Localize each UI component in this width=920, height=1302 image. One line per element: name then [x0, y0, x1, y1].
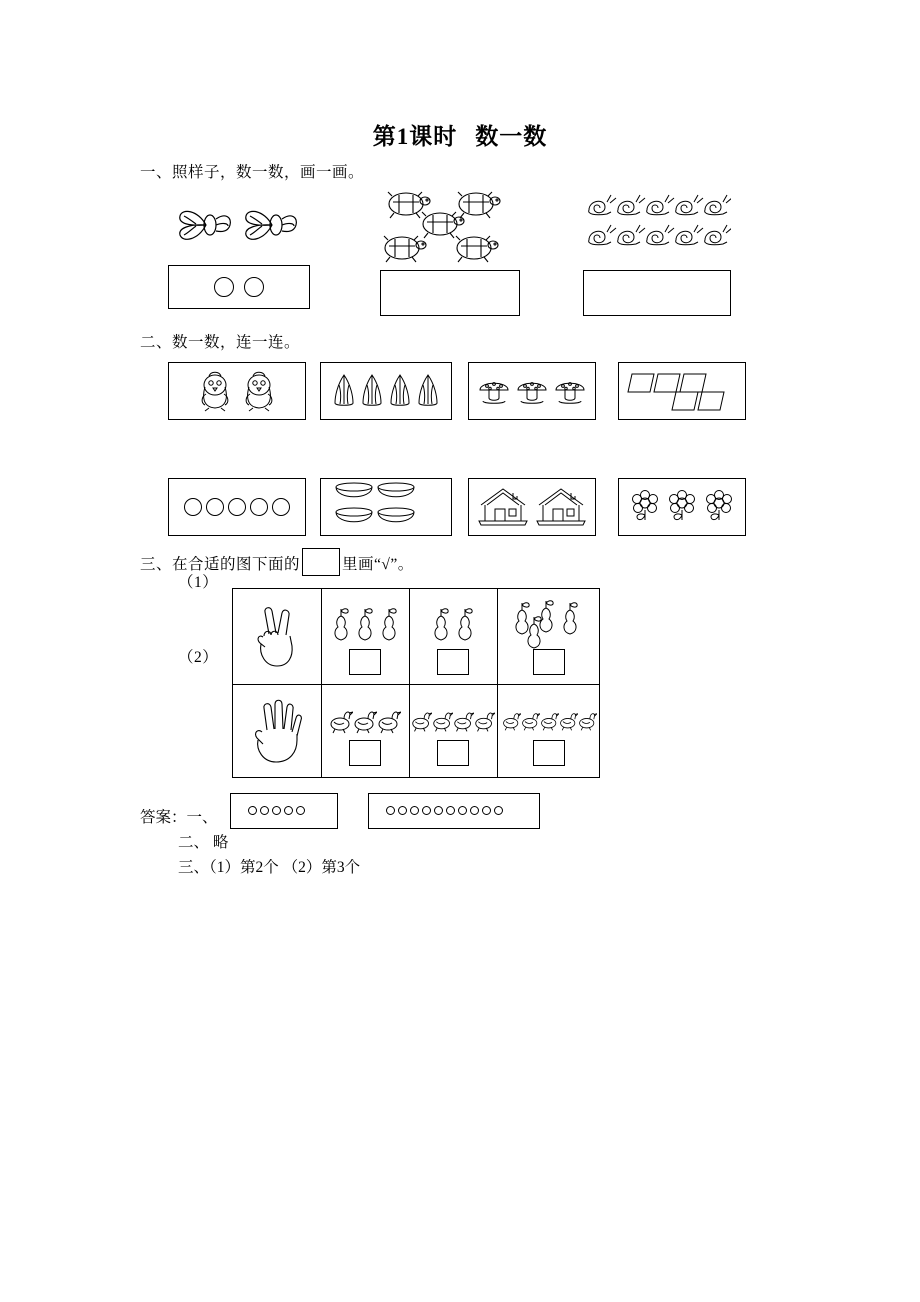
answers-label: 答案：	[140, 809, 187, 826]
picture-snails	[583, 190, 731, 252]
picture-mushrooms	[468, 362, 596, 420]
pear-icon	[430, 604, 452, 644]
circle-icon	[410, 806, 419, 815]
answer-figure-dots-1	[248, 806, 305, 815]
pear-icon	[454, 604, 476, 644]
picture-bows	[168, 196, 310, 254]
question-3-item-2-label: （2）	[178, 649, 219, 666]
circle-icon	[244, 277, 264, 297]
duck-group	[411, 695, 495, 735]
circle-icon	[458, 806, 467, 815]
cell-ducks-option-2[interactable]	[409, 684, 497, 777]
flower-icon	[702, 490, 736, 524]
circle-icon	[260, 806, 269, 815]
circle-icon	[284, 806, 293, 815]
circle-icon	[248, 806, 257, 815]
picture-houses	[468, 478, 596, 536]
pear-icon	[354, 604, 376, 644]
circle-icon	[272, 498, 290, 516]
shoot-icon	[331, 371, 357, 411]
duck-icon	[329, 705, 353, 735]
tick-box[interactable]	[533, 649, 565, 675]
duck-icon	[521, 705, 540, 735]
circle-icon	[184, 498, 202, 516]
question-1-text: 一、照样子，数一数，画一画。	[140, 164, 365, 181]
picture-flowers	[618, 478, 746, 536]
answer-circles-bows	[168, 265, 310, 309]
page-title-lesson: 第1课时	[372, 124, 458, 149]
duck-icon	[377, 705, 401, 735]
circle-icon	[494, 806, 503, 815]
circle-icon	[250, 498, 268, 516]
circle-icon	[422, 806, 431, 815]
picture-squares	[618, 362, 746, 420]
penguin-icon	[240, 369, 278, 413]
mushroom-icon	[515, 374, 549, 408]
bowl-group-icon	[320, 478, 452, 536]
pear-icon	[330, 604, 352, 644]
duck-icon	[559, 705, 578, 735]
cell-ducks-option-3[interactable]	[497, 684, 601, 777]
cell-hand-five	[233, 684, 321, 777]
duck-group	[329, 695, 401, 735]
bow-icon	[176, 202, 236, 248]
shoot-icon	[359, 371, 385, 411]
duck-icon	[540, 705, 559, 735]
shoot-icon	[415, 371, 441, 411]
answer-box-snails[interactable]	[583, 270, 731, 316]
hand-two-fingers-icon	[251, 604, 303, 670]
circle-icon	[206, 498, 224, 516]
pear-group	[430, 598, 476, 644]
house-icon	[533, 483, 589, 531]
circle-icon	[434, 806, 443, 815]
duck-icon	[453, 705, 474, 735]
tick-box[interactable]	[349, 649, 381, 675]
duck-group	[502, 695, 597, 735]
question-3-suffix: 里画“√”。	[342, 556, 414, 573]
circle-icon	[398, 806, 407, 815]
turtle-group-icon	[380, 188, 520, 266]
page-title-topic: 数一数	[475, 124, 548, 149]
house-icon	[475, 483, 531, 531]
tick-box[interactable]	[533, 740, 565, 766]
bow-icon	[242, 202, 302, 248]
picture-bowls	[320, 478, 452, 536]
cell-pears-option-1[interactable]	[321, 589, 409, 684]
circle-icon	[228, 498, 246, 516]
tick-box[interactable]	[437, 649, 469, 675]
picture-bamboo-shoots	[320, 362, 452, 420]
circle-icon	[446, 806, 455, 815]
cell-hand-two	[233, 589, 321, 684]
circle-icon	[272, 806, 281, 815]
duck-icon	[432, 705, 453, 735]
answer-figure-dots-2	[386, 806, 503, 815]
circle-icon	[214, 277, 234, 297]
picture-turtles	[380, 188, 520, 266]
question-2-text: 二、数一数，连一连。	[140, 334, 301, 351]
cell-pears-option-3[interactable]	[497, 589, 601, 684]
duck-icon	[578, 705, 597, 735]
pear-icon	[378, 604, 400, 644]
answers-line-2: 二、 略	[178, 834, 229, 851]
duck-icon	[474, 705, 495, 735]
picture-circles	[168, 478, 306, 536]
circle-icon	[296, 806, 305, 815]
duck-icon	[502, 705, 521, 735]
question-3-grid	[232, 588, 600, 778]
duck-icon	[353, 705, 377, 735]
question-3-prefix: 三、在合适的图下面的	[140, 556, 301, 573]
tick-box[interactable]	[437, 740, 469, 766]
circle-icon	[470, 806, 479, 815]
page-title	[0, 118, 920, 151]
shoot-icon	[387, 371, 413, 411]
circle-icon	[482, 806, 491, 815]
hand-five-fingers-icon	[249, 696, 305, 766]
question-3-item-1-label: （1）	[178, 574, 219, 591]
penguin-icon	[196, 369, 234, 413]
answers-line-3: 三、（1）第2个 （2）第3个	[178, 859, 361, 876]
answers-line-1-num: 一、	[186, 809, 218, 826]
circle-icon	[386, 806, 395, 815]
mushroom-icon	[553, 374, 587, 408]
duck-icon	[411, 705, 432, 735]
square-group-icon	[618, 362, 746, 420]
tick-box[interactable]	[349, 740, 381, 766]
cell-pears-option-2[interactable]	[409, 589, 497, 684]
mushroom-icon	[477, 374, 511, 408]
flower-icon	[628, 490, 662, 524]
answer-box-turtles[interactable]	[380, 270, 520, 316]
pear-group	[330, 598, 400, 644]
pear-icon	[559, 598, 581, 638]
inline-answer-box[interactable]	[302, 548, 340, 576]
flower-icon	[665, 490, 699, 524]
pear-group	[509, 598, 589, 644]
picture-penguins	[168, 362, 306, 420]
pear-icon	[523, 612, 545, 652]
cell-ducks-option-1[interactable]	[321, 684, 409, 777]
snail-group-icon	[583, 190, 731, 252]
